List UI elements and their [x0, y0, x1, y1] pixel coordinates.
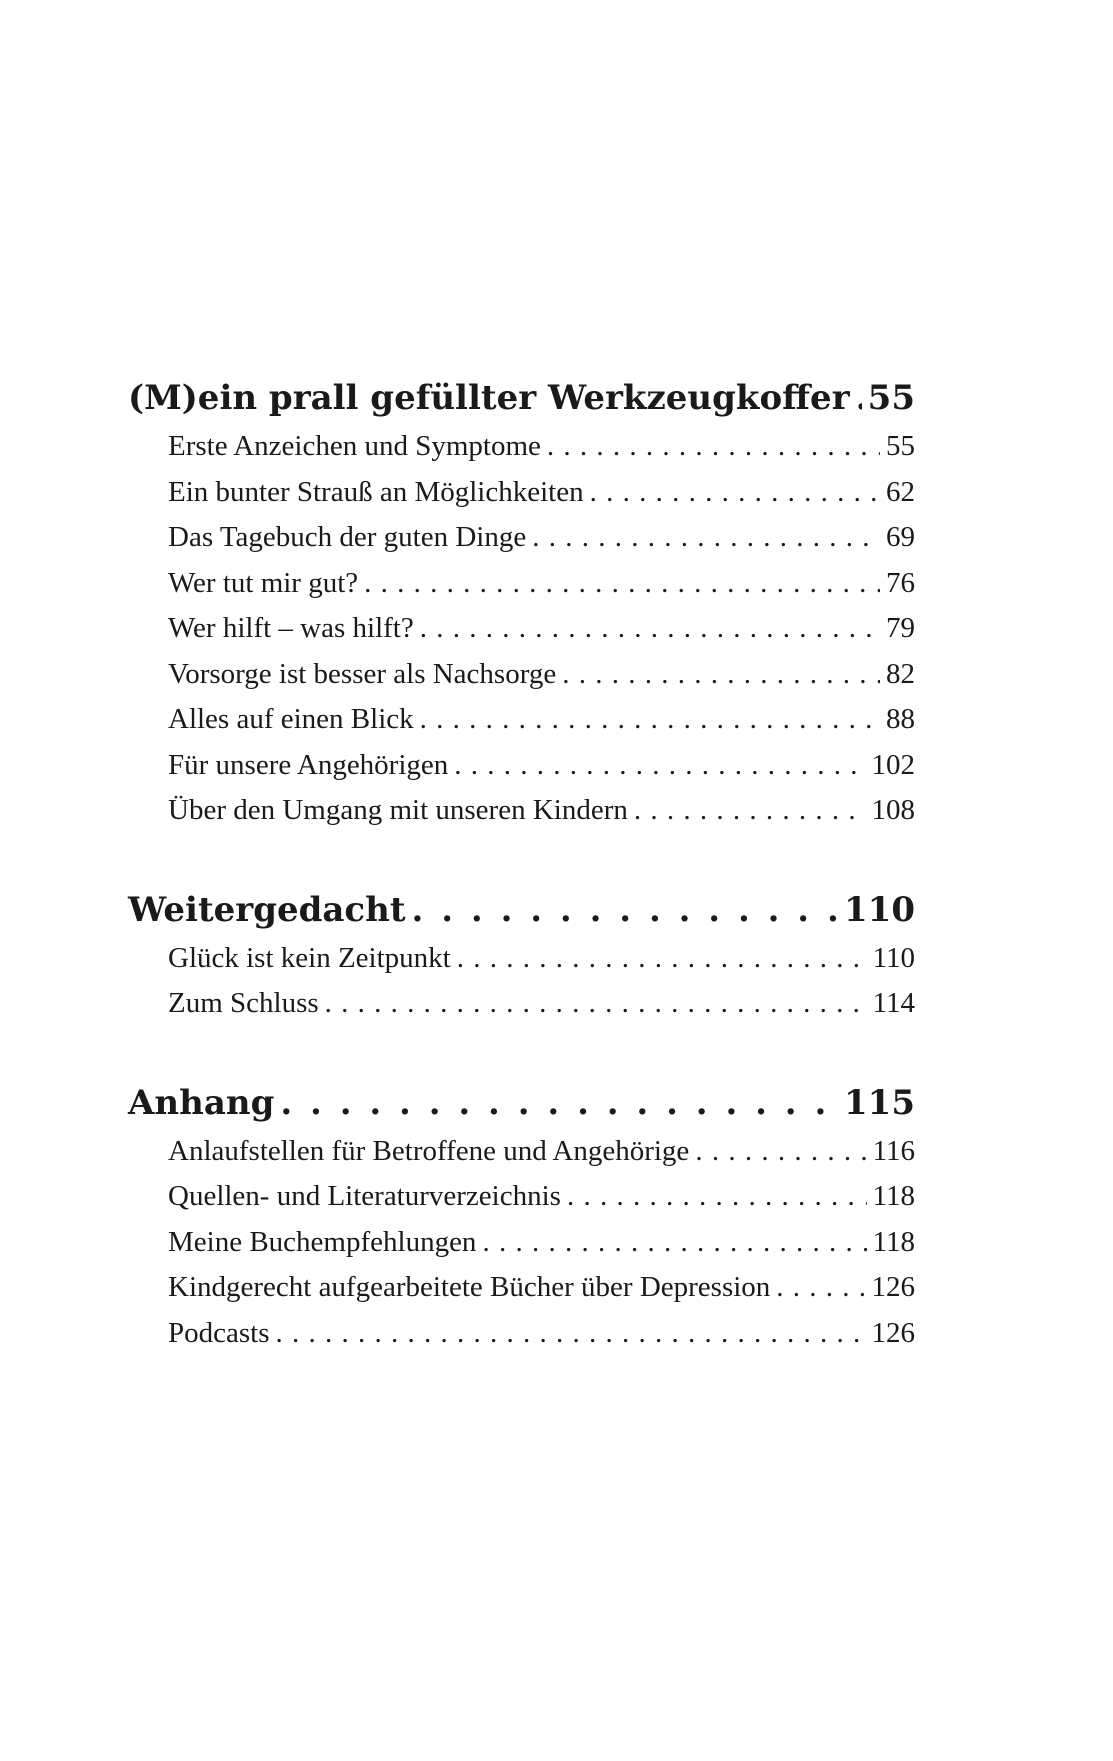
toc-item: [128, 936, 915, 982]
dot-leader: [420, 606, 880, 652]
toc-item: [128, 470, 915, 516]
toc-item-title: Über den Umgang mit unseren Kindern: [168, 794, 628, 826]
toc-item-title: Wer hilft – was hilft?: [168, 612, 414, 644]
toc-item-page: 110: [872, 941, 915, 974]
toc-item: [128, 743, 915, 789]
dot-leader: [454, 743, 865, 789]
toc-item: [128, 1265, 915, 1311]
chapter-page-number: 110: [844, 889, 915, 930]
dot-leader: [412, 884, 838, 936]
toc-item-title: Vorsorge ist besser als Nachsorge: [168, 657, 557, 690]
toc-item-page: 126: [871, 1271, 915, 1303]
toc-item-page: 126: [871, 1316, 915, 1349]
toc-item-page: 108: [871, 794, 915, 826]
chapter-page-number: 55: [867, 378, 915, 418]
dot-leader: [325, 981, 867, 1027]
toc-item-page: 114: [872, 987, 915, 1019]
toc-section-weitergedacht: [128, 884, 915, 1027]
toc-item-title: Podcasts: [168, 1316, 270, 1349]
chapter-entry: [128, 1077, 915, 1129]
toc-item: [128, 424, 915, 470]
chapter-entry: [128, 372, 915, 424]
toc-item-page: 76: [886, 566, 915, 599]
toc-item-page: 79: [886, 612, 915, 644]
toc-item-title: Zum Schluss: [168, 987, 319, 1019]
toc-item: [128, 652, 915, 698]
chapter-title: (M)ein prall gefüllter Werkzeugkoffer: [128, 378, 850, 418]
dot-leader: [276, 1311, 866, 1357]
dot-leader: [562, 652, 880, 698]
dot-leader: [280, 1077, 838, 1129]
toc-item-title: Kindgerecht aufgearbeitete Bücher über Depression: [168, 1271, 771, 1303]
toc-item-title: Meine Buchempfehlungen: [168, 1225, 477, 1258]
toc-item-title: Anlaufstellen für Betroffene und Angehörige: [168, 1134, 690, 1167]
dot-leader: [364, 561, 880, 607]
toc-section-anhang: [128, 1077, 915, 1357]
toc-item-title: Das Tagebuch der guten Dinge: [168, 521, 527, 553]
toc-item-title: Ein bunter Strauß an Möglichkeiten: [168, 475, 584, 508]
dot-leader: [532, 515, 880, 561]
toc-item: [128, 1129, 915, 1175]
toc-item-page: 55: [886, 430, 915, 462]
toc-item-page: 118: [872, 1180, 915, 1212]
chapter-entry: [128, 884, 915, 936]
chapter-page-number: 115: [844, 1082, 915, 1123]
table-of-contents: [128, 372, 915, 1406]
toc-item: [128, 606, 915, 652]
toc-item-title: Erste Anzeichen und Symptome: [168, 430, 541, 462]
toc-item: [128, 561, 915, 607]
toc-item-page: 88: [886, 703, 915, 735]
dot-leader: [547, 424, 880, 470]
dot-leader: [567, 1174, 867, 1220]
dot-leader: [634, 788, 866, 834]
dot-leader: [482, 1220, 866, 1266]
toc-item: [128, 1311, 915, 1357]
toc-item-page: 116: [872, 1134, 915, 1167]
dot-leader: [590, 470, 880, 516]
chapter-title: Anhang: [128, 1082, 275, 1123]
dot-leader: [856, 372, 862, 424]
toc-item: [128, 981, 915, 1027]
toc-item-title: Wer tut mir gut?: [168, 566, 359, 599]
toc-item-page: 118: [872, 1225, 915, 1258]
toc-item: [128, 788, 915, 834]
toc-section-werkzeugkoffer: [128, 372, 915, 834]
dot-leader: [420, 697, 880, 743]
toc-item-page: 62: [886, 475, 915, 508]
dot-leader: [695, 1129, 866, 1175]
toc-item: [128, 515, 915, 561]
toc-item-title: Quellen- und Literaturverzeichnis: [168, 1180, 561, 1212]
toc-item: [128, 1174, 915, 1220]
toc-item: [128, 697, 915, 743]
dot-leader: [457, 936, 867, 982]
toc-item-page: 102: [871, 748, 915, 781]
dot-leader: [776, 1265, 865, 1311]
chapter-title: Weitergedacht: [128, 889, 406, 930]
toc-item-page: 69: [886, 521, 915, 553]
toc-item-title: Glück ist kein Zeitpunkt: [168, 941, 451, 974]
toc-item-title: Für unsere Angehörigen: [168, 748, 449, 781]
toc-item: [128, 1220, 915, 1266]
toc-item-title: Alles auf einen Blick: [168, 703, 414, 735]
toc-item-page: 82: [886, 657, 915, 690]
